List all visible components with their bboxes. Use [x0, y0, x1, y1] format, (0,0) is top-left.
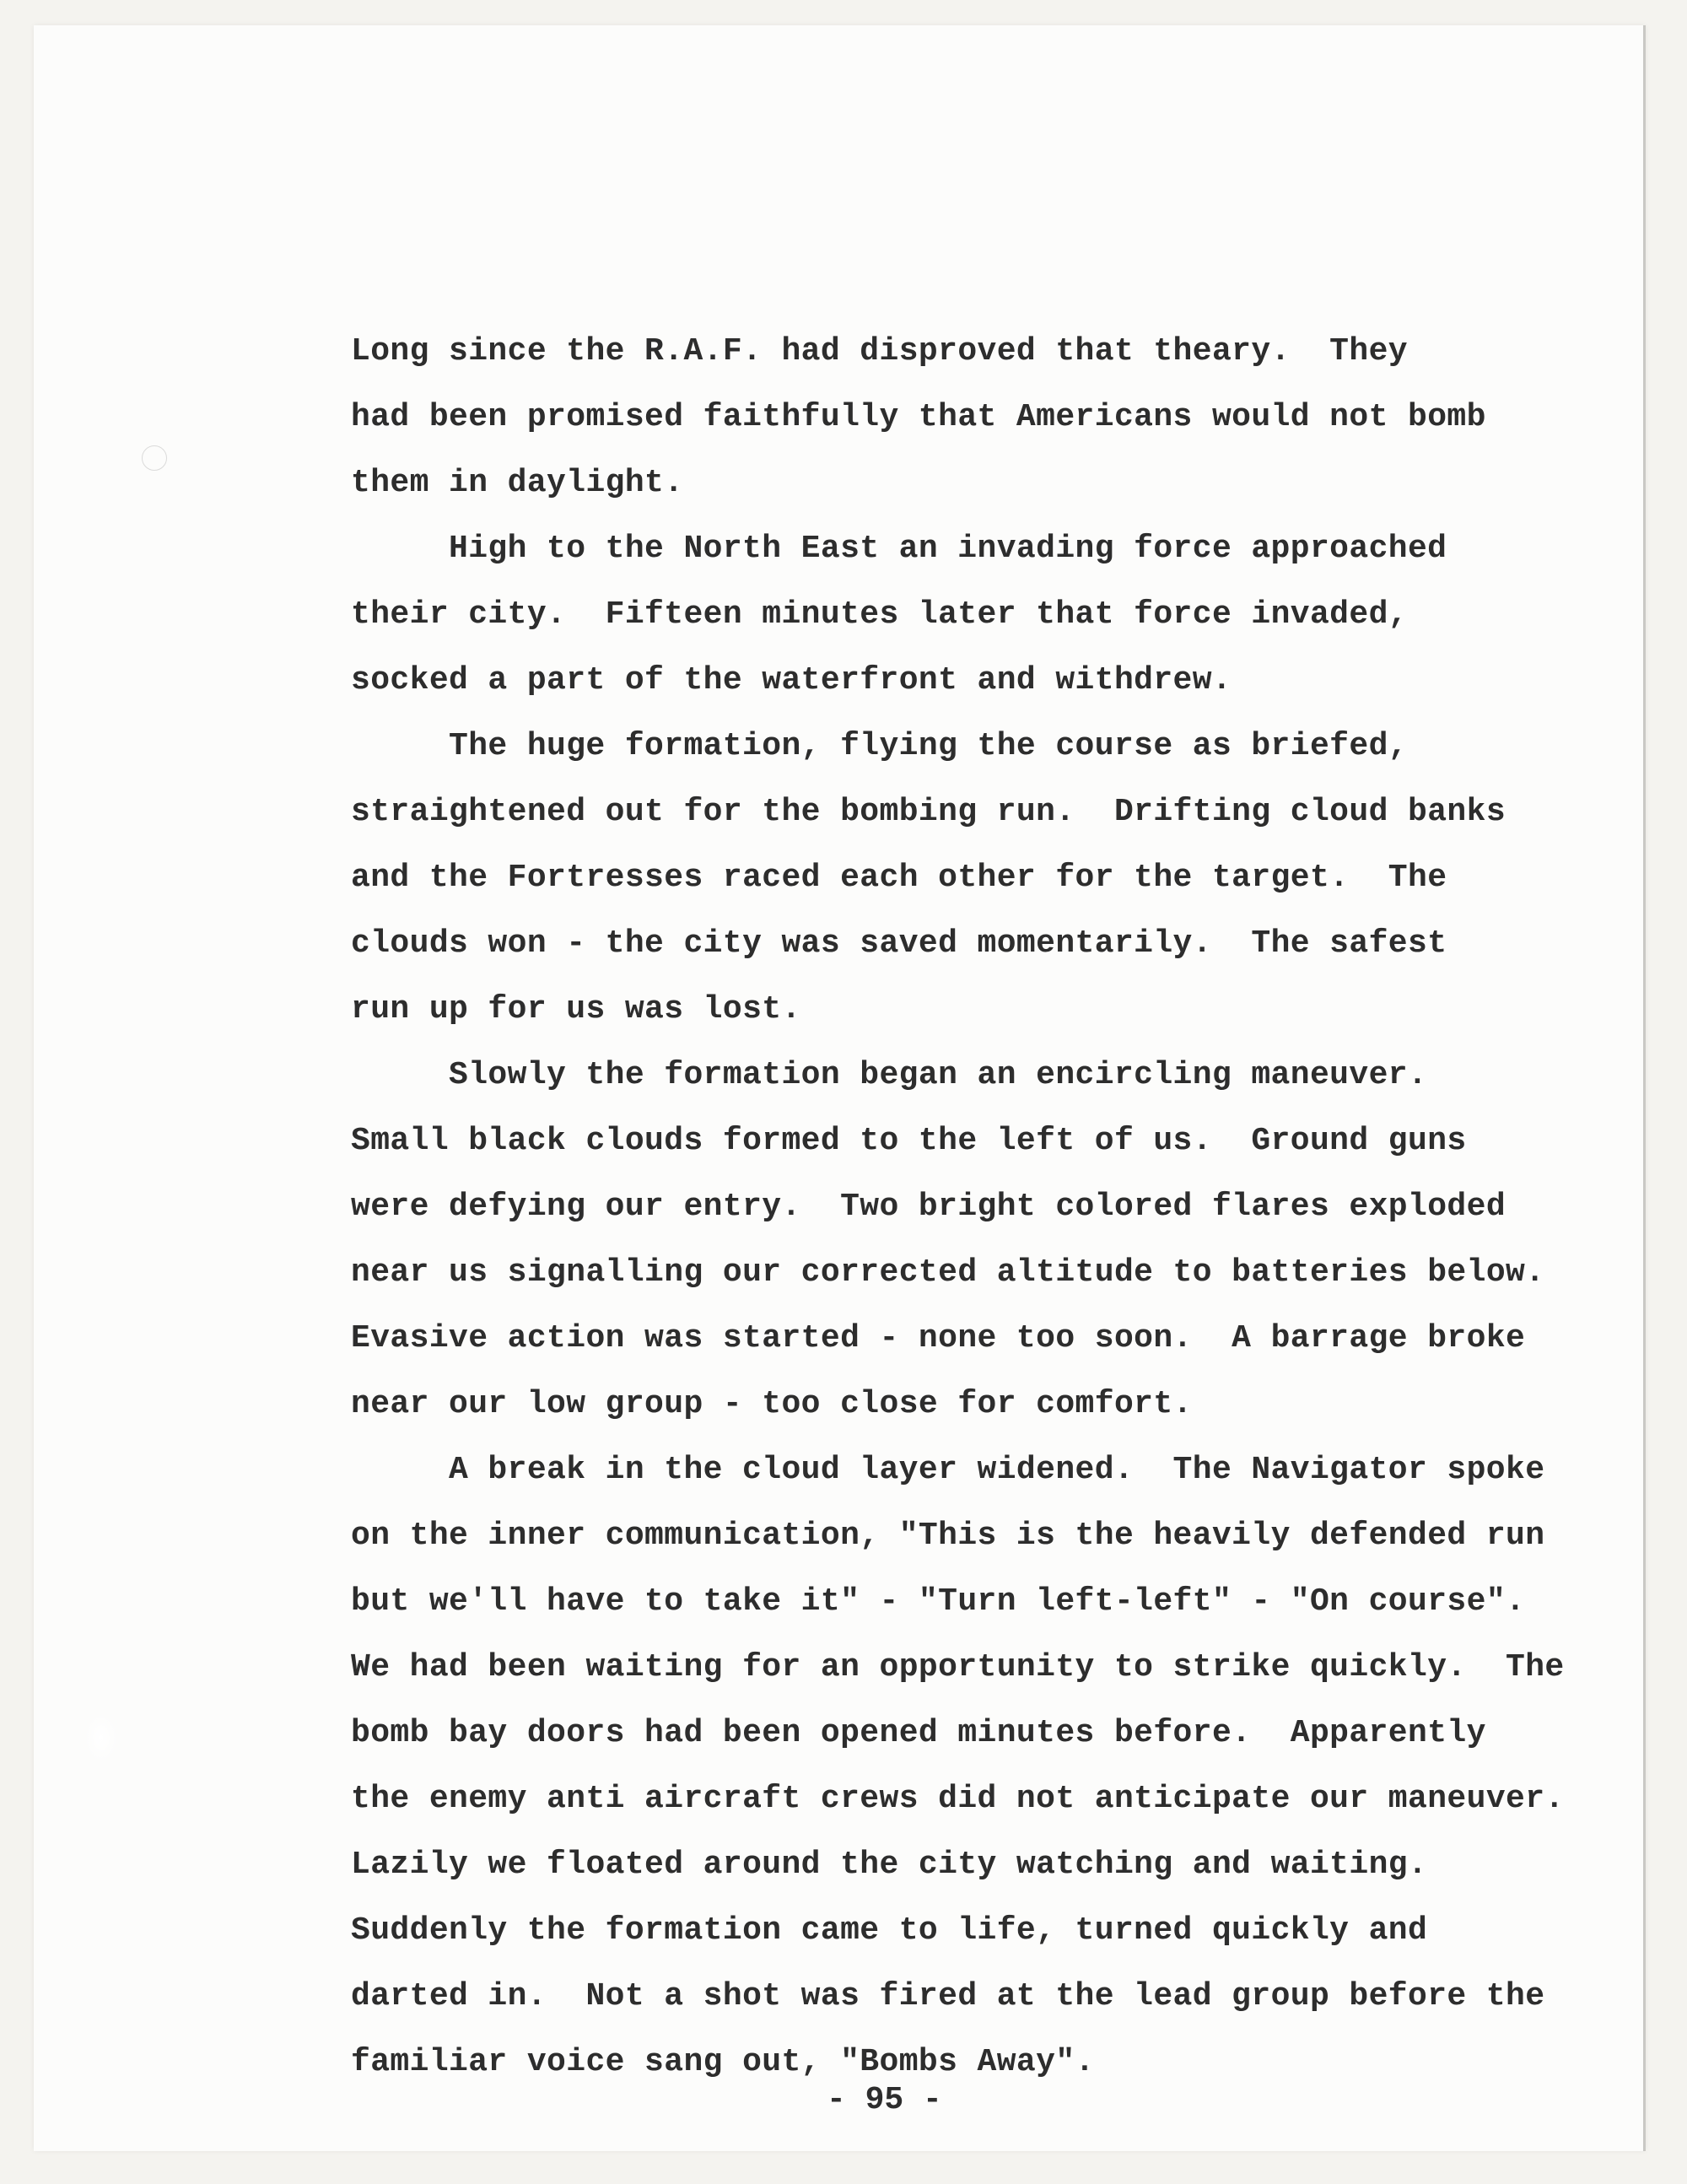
text-line: near our low group - too close for comfort.	[351, 1386, 1193, 1422]
text-line: had been promised faithfully that Americans would not bomb	[351, 399, 1486, 435]
text-line: straightened out for the bombing run. Drifting cloud banks	[351, 794, 1506, 830]
text-line: The huge formation, flying the course as briefed,	[449, 728, 1408, 764]
text-line: familiar voice sang out, "Bombs Away".	[351, 2044, 1095, 2080]
text-line: on the inner communication, "This is the heavily defended run	[351, 1518, 1545, 1554]
text-line: their city. Fifteen minutes later that force invaded,	[351, 596, 1408, 633]
text-line: Evasive action was started - none too soon. A barrage broke	[351, 1320, 1526, 1356]
text-line: We had been waiting for an opportunity to strike quickly. The	[351, 1649, 1565, 1685]
text-line: were defying our entry. Two bright colored flares exploded	[351, 1189, 1506, 1225]
text-line: Lazily we floated around the city watching and waiting.	[351, 1847, 1428, 1883]
punch-hole-mark	[142, 445, 167, 471]
text-line: the enemy anti aircraft crews did not anticipate our maneuver.	[351, 1781, 1565, 1817]
text-line: A break in the cloud layer widened. The Navigator spoke	[449, 1452, 1545, 1488]
text-line: Slowly the formation began an encircling maneuver.	[449, 1057, 1428, 1093]
text-line: near us signalling our corrected altitude to batteries below.	[351, 1254, 1545, 1291]
paper-smudge	[84, 1712, 118, 1763]
text-line: socked a part of the waterfront and withdrew.	[351, 662, 1232, 698]
text-line: clouds won - the city was saved momentarily. The safest	[351, 925, 1447, 962]
body-text	[351, 319, 1616, 2095]
document-page	[34, 25, 1646, 2151]
paragraph	[351, 319, 1616, 516]
page-number: - 95 -	[827, 2082, 942, 2118]
text-line: High to the North East an invading force approached	[449, 531, 1447, 567]
paragraph	[351, 516, 1616, 714]
text-line: and the Fortresses raced each other for the target. The	[351, 860, 1447, 896]
text-line: Long since the R.A.F. had disproved that theary. They	[351, 333, 1408, 369]
text-line: them in daylight.	[351, 465, 684, 501]
text-line: Small black clouds formed to the left of us. Ground guns	[351, 1123, 1467, 1159]
paragraph	[351, 714, 1616, 1043]
text-line: run up for us was lost.	[351, 991, 801, 1027]
paragraph	[351, 1043, 1616, 1437]
paragraph	[351, 1437, 1616, 2095]
text-line: bomb bay doors had been opened minutes before. Apparently	[351, 1715, 1486, 1751]
text-line: darted in. Not a shot was fired at the lead group before the	[351, 1978, 1545, 2014]
text-line: but we'll have to take it" - "Turn left-left" - "On course".	[351, 1583, 1526, 1620]
text-line: Suddenly the formation came to life, turned quickly and	[351, 1912, 1428, 1949]
